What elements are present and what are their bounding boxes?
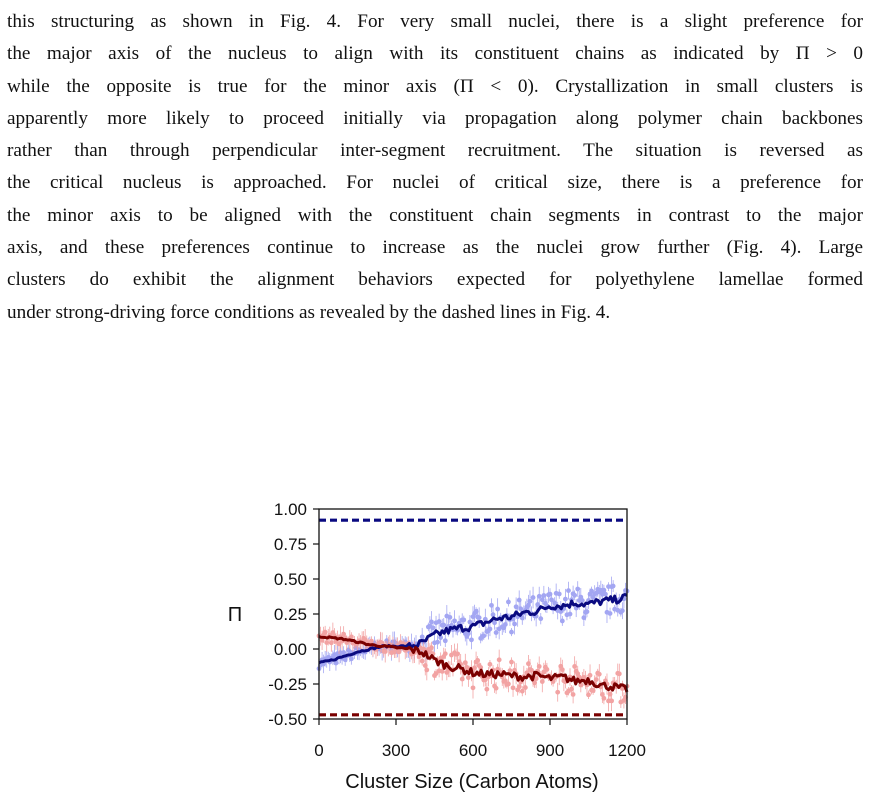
data-point [494, 630, 499, 635]
y-tick-label: -0.50 [268, 710, 307, 729]
paragraph-line: rather than through perpendicular inter-segment recruitment. The situation is reversed as [7, 140, 863, 162]
data-point [575, 587, 580, 592]
y-tick-label: 0.75 [273, 535, 307, 554]
data-point [509, 660, 514, 665]
data-point [531, 595, 536, 600]
data-point [585, 609, 590, 614]
data-point [572, 593, 577, 598]
data-point [571, 692, 576, 697]
data-point [603, 592, 608, 597]
data-point [469, 637, 474, 642]
data-point [471, 685, 476, 690]
data-point [435, 640, 440, 645]
paragraph-line: while the opposite is true for the minor axis (Π < 0). Crystallization in small clusters is [7, 75, 863, 97]
data-point [602, 696, 607, 701]
data-point [492, 620, 497, 625]
y-tick-label: -0.25 [268, 675, 307, 694]
paragraph-line: the major axis of the nucleus to align with its constituent chains as indicated by Π > 0 [7, 43, 863, 65]
x-tick-label: 0 [314, 741, 324, 760]
data-point [609, 698, 614, 703]
data-point [608, 611, 613, 616]
x-tick-label: 600 [458, 741, 488, 760]
data-point [506, 600, 511, 605]
data-point [620, 608, 625, 613]
data-point [497, 657, 502, 662]
paragraph-line: the critical nucleus is approached. For nuclei of critical size, there is a preference for [7, 172, 863, 194]
x-axis-label: Cluster Size (Carbon Atoms) [345, 771, 599, 793]
data-point [448, 615, 453, 620]
data-point [466, 675, 471, 680]
data-point [509, 630, 514, 635]
paragraph-line: the minor axis to be aligned with the constituent chain segments in contrast to the major [7, 204, 863, 226]
data-point [437, 619, 442, 624]
data-point [506, 681, 511, 686]
y-tick-label: 0.00 [273, 640, 307, 659]
paragraph-line: axis, and these preferences continue to increase as the nuclei grow further (Fig. 4). Large [7, 237, 863, 259]
y-tick-label: 0.50 [273, 570, 307, 589]
data-point [488, 627, 493, 632]
data-point [494, 686, 499, 691]
data-point [563, 597, 568, 602]
data-point [443, 651, 448, 656]
data-point [594, 677, 599, 682]
paragraph-line: clusters do exhibit the alignment behaviors expected for polyethylene lamellae formed [7, 269, 863, 291]
data-point [511, 685, 516, 690]
data-point [484, 687, 489, 692]
data-point [461, 617, 466, 622]
data-point [528, 599, 533, 604]
y-tick-label: 0.25 [273, 605, 307, 624]
y-axis-label: Π [227, 604, 243, 626]
data-point [617, 671, 622, 676]
data-point [424, 668, 429, 673]
data-point [420, 659, 425, 664]
data-point [611, 584, 616, 589]
data-point [586, 692, 591, 697]
x-tick-label: 1200 [608, 741, 646, 760]
data-point [588, 673, 593, 678]
data-point [477, 615, 482, 620]
data-point [481, 633, 486, 638]
data-point [597, 672, 602, 677]
paragraph-line: under strong-driving force conditions as revealed by the dashed lines in Fig. 4. [7, 301, 611, 323]
data-point [560, 619, 565, 624]
data-point [537, 664, 542, 669]
data-point [523, 685, 528, 690]
data-point [443, 638, 448, 643]
data-point [555, 690, 560, 695]
y-tick-label: 1.00 [273, 500, 307, 519]
paragraph-line: this structuring as shown in Fig. 4. For very small nuclei, there is a slight preference for [7, 11, 863, 32]
data-point [495, 607, 500, 612]
paragraph-line: apparently more likely to proceed initially via propagation along polymer chain backbones [7, 107, 863, 129]
data-point [512, 622, 517, 627]
data-point [568, 612, 573, 617]
x-tick-label: 300 [381, 741, 411, 760]
data-point [557, 592, 562, 597]
data-point [545, 667, 550, 672]
data-point [566, 588, 571, 593]
x-tick-label: 900 [535, 741, 565, 760]
data-point [441, 623, 446, 628]
data-point [518, 606, 523, 611]
data-point [431, 625, 436, 630]
data-point [538, 616, 543, 621]
data-point [488, 662, 493, 667]
data-point [580, 598, 585, 603]
data-point [452, 618, 457, 623]
